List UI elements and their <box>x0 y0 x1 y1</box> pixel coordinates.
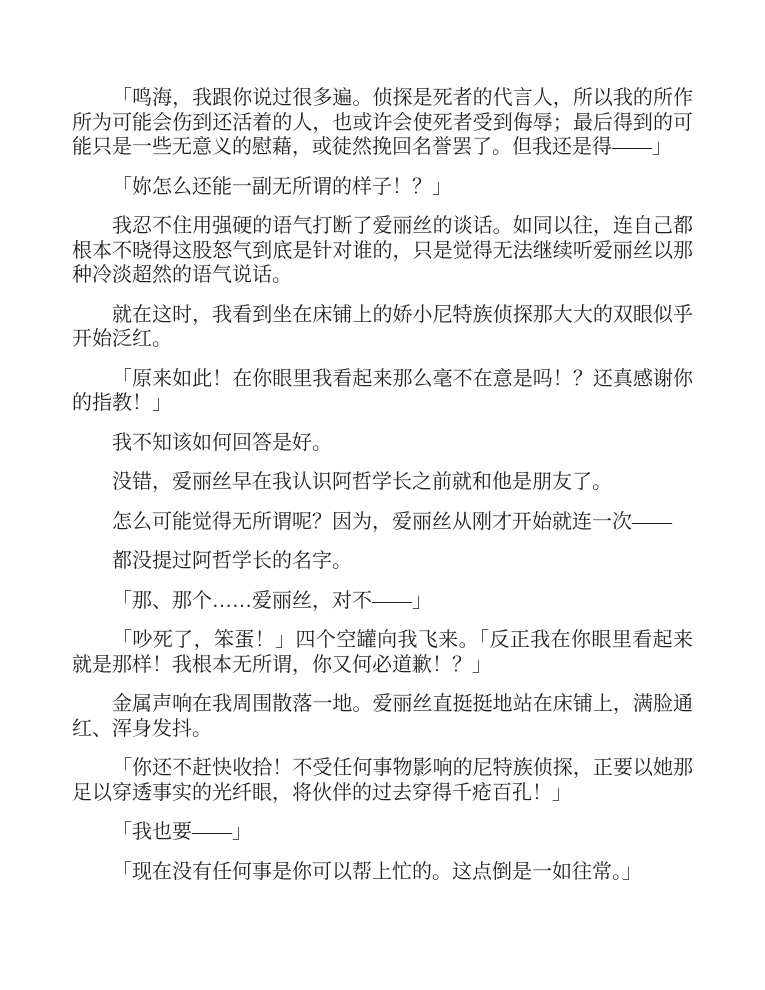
paragraph: 「吵死了，笨蛋！」四个空罐向我飞来。「反正我在你眼里看起来就是那样！我根本无所谓，你又何必道歉！？」 <box>72 629 693 676</box>
paragraph: 「鸣海，我跟你说过很多遍。侦探是死者的代言人，所以我的所作所为可能会伤到还活着的人，也或许会使死者受到侮辱；最后得到的可能只是一些无意义的慰藉，或徒然挽回名誉罢了。但我还是得——」 <box>72 87 693 158</box>
paragraph: 「我也要——」 <box>112 821 252 843</box>
paragraph: 「妳怎么还能一副无所谓的样子！？」 <box>112 175 452 198</box>
paragraph: 怎么可能觉得无所谓呢？因为，爱丽丝从刚才开始就连一次—— <box>112 510 672 533</box>
paragraph: 「你还不赶快收拾！不受任何事物影响的尼特族侦探，正要以她那足以穿透事实的光纤眼，将伙伴的过去穿得千疮百孔！」 <box>72 757 693 804</box>
paragraph: 「原来如此！在你眼里我看起来那么毫不在意是吗！？还真感谢你的指教！」 <box>72 367 693 414</box>
paragraph: 金属声响在我周围散落一地。爱丽丝直挺挺地站在床铺上，满脸通红、浑身发抖。 <box>72 693 693 740</box>
paragraph: 我不知该如何回答是好。 <box>112 431 332 454</box>
paragraph: 都没提过阿哲学长的名字。 <box>112 550 352 572</box>
paragraph: 我忍不住用强硬的语气打断了爱丽丝的谈话。如同以往，连自己都根本不晓得这股怒气到底是针对谁的，只是觉得无法继续听爱丽丝以那种冷淡超然的语气说话。 <box>72 215 693 286</box>
paragraph: 没错，爱丽丝早在我认识阿哲学长之前就和他是朋友了。 <box>112 471 612 493</box>
paragraph: 「现在没有任何事是你可以帮上忙的。这点倒是一如往常。」 <box>112 860 642 883</box>
paragraph: 「那、那个……爱丽丝，对不——」 <box>112 589 432 612</box>
paragraph: 就在这时，我看到坐在床铺上的娇小尼特族侦探那大大的双眼似乎开始泛红。 <box>72 303 693 350</box>
